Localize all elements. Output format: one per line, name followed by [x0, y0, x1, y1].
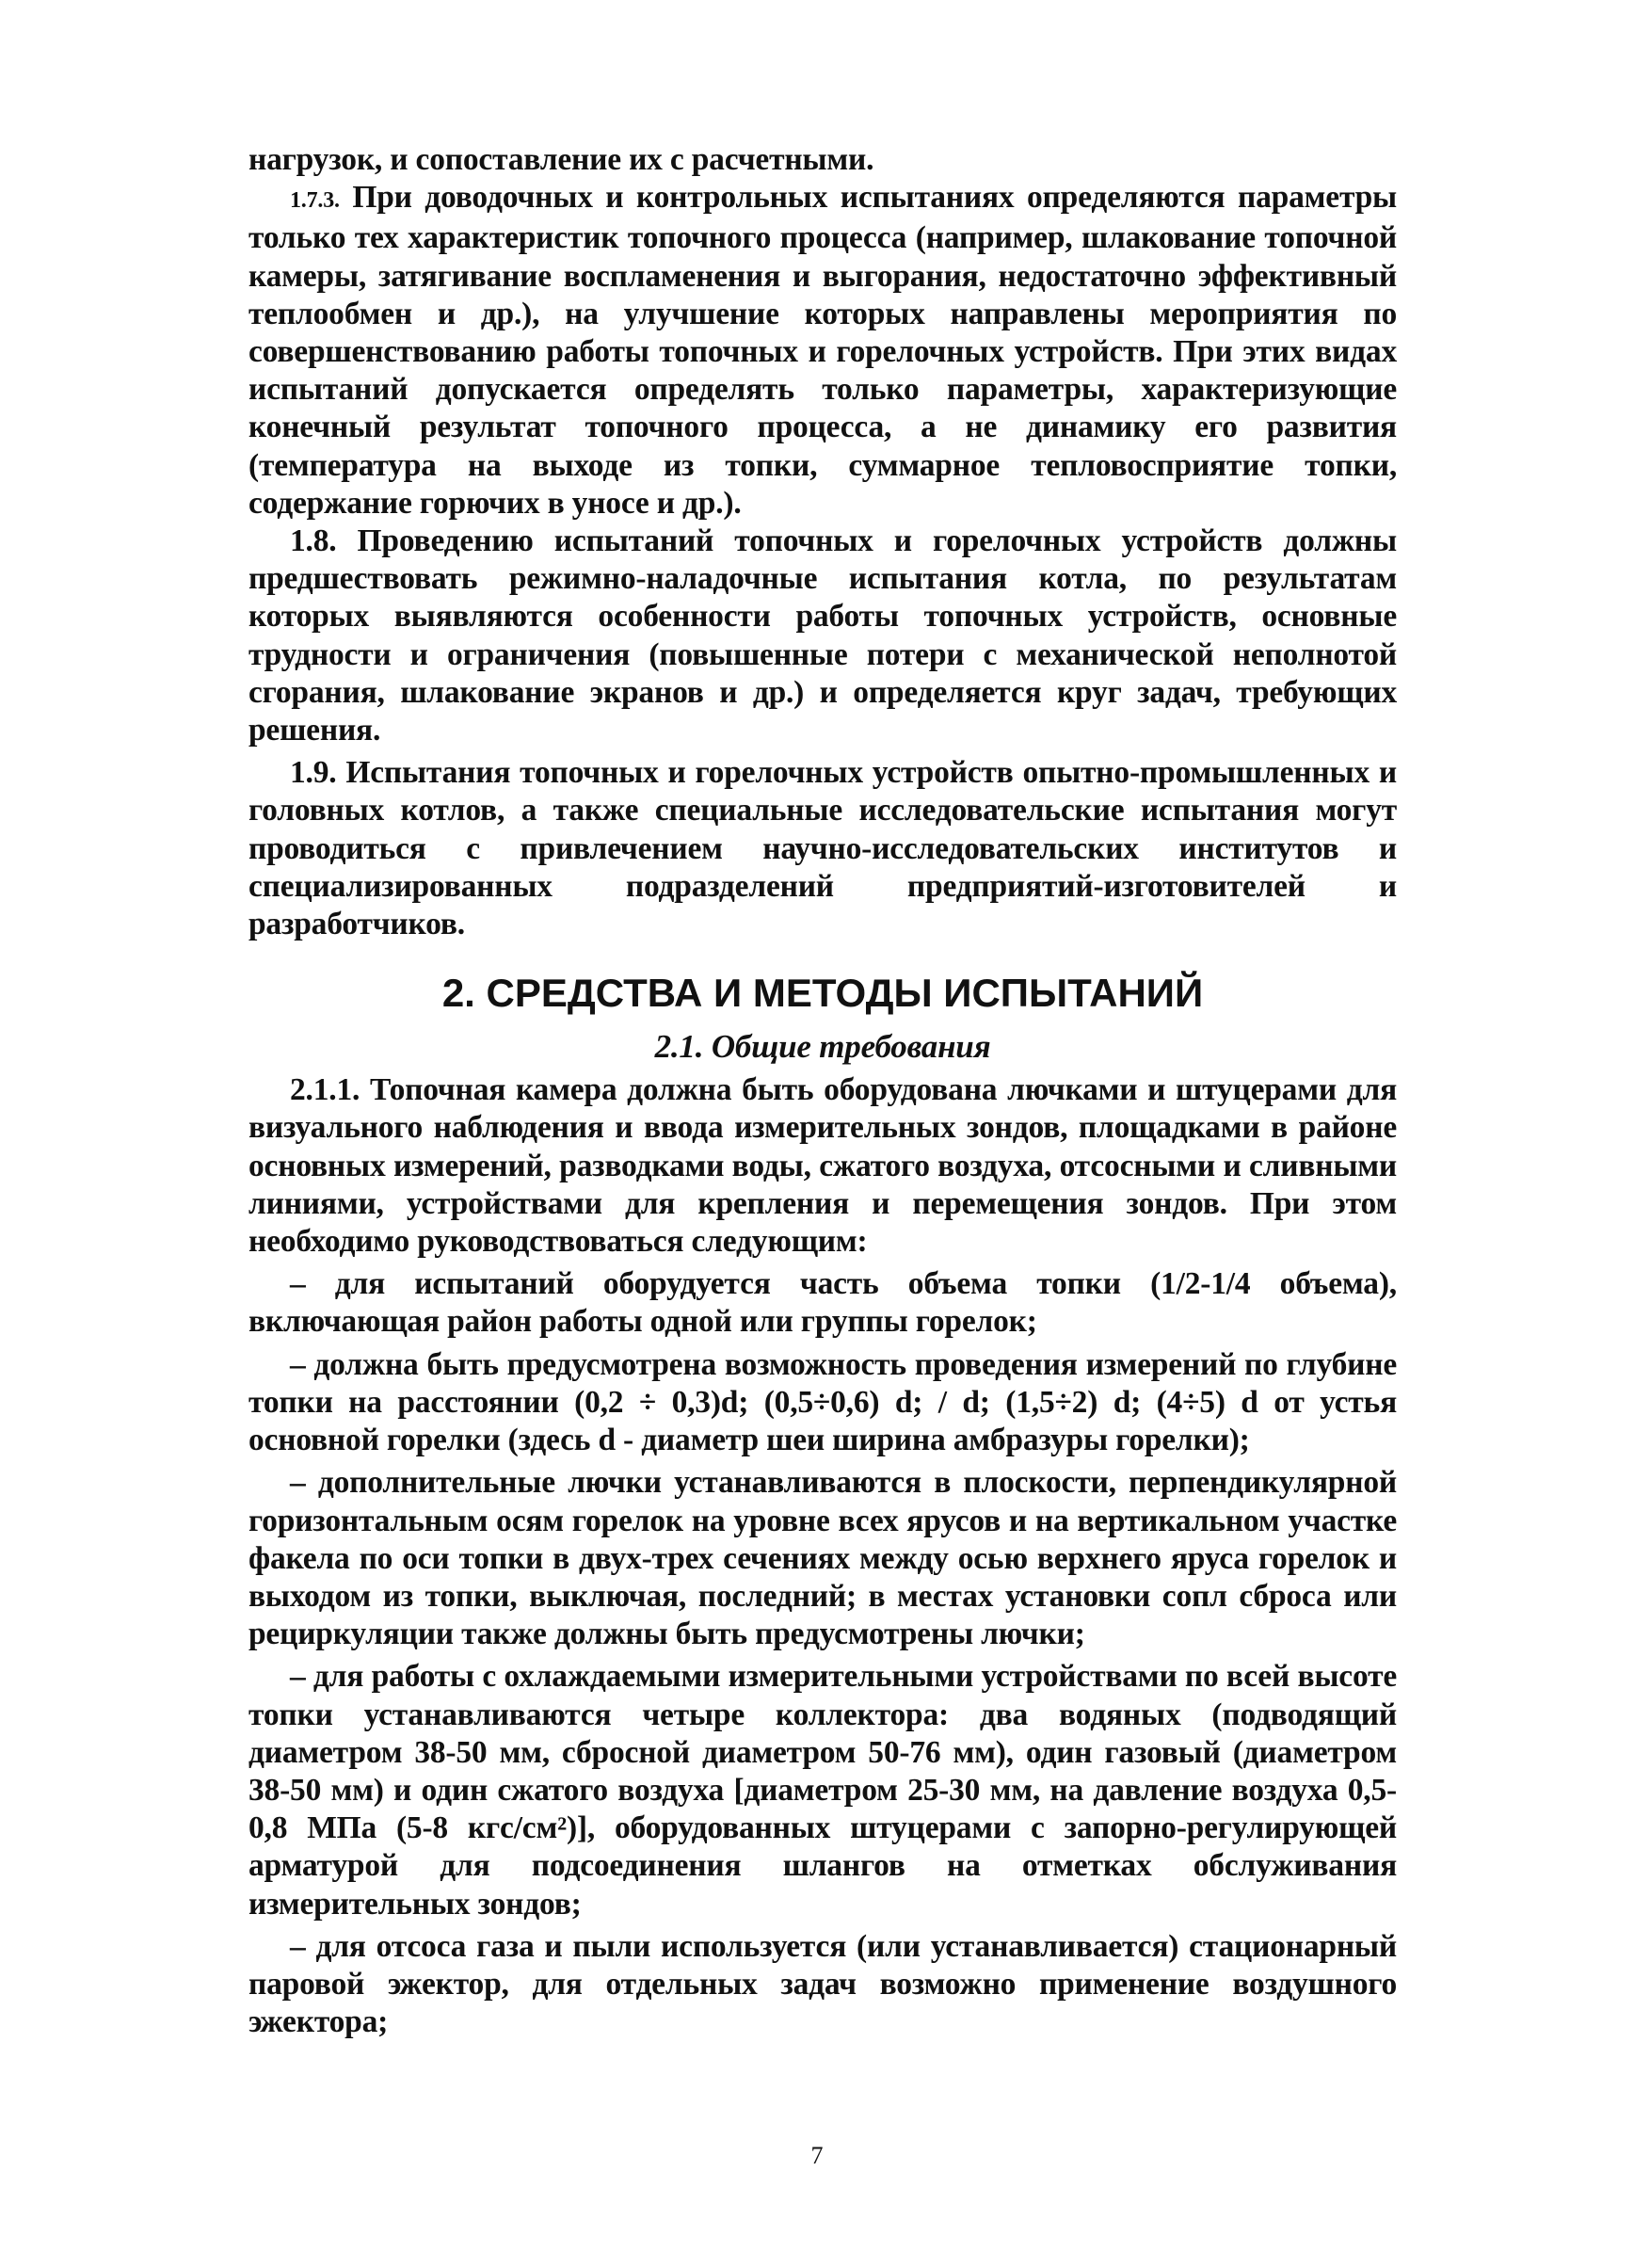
list-item: – для отсоса газа и пыли используется (или устанавливается) стационарный паровой эжектор, для отдельных задач возможно применение воздушного эжектора; — [248, 1928, 1397, 2040]
list-item: – для испытаний оборудуется часть объема топки (1/2-1/4 объема), включающая район работы одной или группы горелок; — [248, 1266, 1397, 1340]
list-item: – должна быть предусмотрена возможность проведения измерений по глубине топки на расстоянии (0,2 ÷ 0,3)d; (0,5÷0,6) d; / d; (1,5÷2) d; (4÷5) d от устья основной горелки (здесь d - диаметр шеи ширина амбразуры горелки); — [248, 1346, 1397, 1458]
paragraph-text: При доводочных и контрольных испытаниях определяются параметры только тех характеристик топочного процесса (например, шлакование топочной камеры, затягивание воспламенения и выгорания, недостаточно эффективный теплообмен и др.), на улучшение которых направлены мероприятия по совершенствованию работы топочных и горелочных устройств. При этих видах испытаний допускается определять только параметры, характеризующие конечный результат топочного процесса, а не динамику его развития (температура на выходе из топки, суммарное тепловосприятие топки, содержание горючих в уносе и др.). — [248, 180, 1397, 521]
paragraph-continuation: нагрузок, и сопоставление их с расчетными. — [248, 142, 874, 177]
section-heading: 2. СРЕДСТВА И МЕТОДЫ ИСПЫТАНИЙ — [441, 971, 1204, 1016]
page-number: 7 — [810, 2142, 824, 2169]
paragraph-number: 1.7.3. — [290, 188, 340, 214]
paragraph-1-7-3 — [248, 179, 1397, 523]
paragraph-1-9: 1.9. Испытания топочных и горелочных устройств опытно-промышленных и головных котлов, а также специальные исследовательские испытания могут проводиться с привлечением научно-исследовательских институтов и специализированных подразделений предприятий-изготовителей и разработчиков. — [248, 755, 1397, 942]
paragraph-1-8: 1.8. Проведению испытаний топочных и горелочных устройств должны предшествовать режимно-наладочные испытания котла, по результатам которых выявляются особенности работы топочных устройств, основные трудности и ограничения (повышенные потери с механической неполнотой сгорания, шлакование экранов и др.) и определяется круг задач, требующих решения. — [248, 523, 1397, 748]
paragraph-2-1-1: 2.1.1. Топочная камера должна быть оборудована лючками и штуцерами для визуального наблюдения и ввода измерительных зондов, площадками в районе основных измерений, разводками воды, сжатого воздуха, отсосными и сливными линиями, устройствами для крепления и перемещения зондов. При этом необходимо руководствоваться следующим: — [248, 1072, 1397, 1260]
subsection-heading: 2.1. Общие требования — [654, 1028, 991, 1066]
document-page — [248, 141, 1397, 2041]
list-item: – дополнительные лючки устанавливаются в плоскости, перпендикулярной горизонтальным осям горелок на уровне всех ярусов и на вертикальном участке факела по оси топки в двух-трех сечениях между осью верхнего яруса горелок и выходом из топки, выключая, последний; в местах установки сопл сброса или рециркуляции также должны быть предусмотрены лючки; — [248, 1465, 1397, 1652]
list-item: – для работы с охлаждаемыми измерительными устройствами по всей высоте топки устанавливаются четыре коллектора: два водяных (подводящий диаметром 38-50 мм, сбросной диаметром 50-76 мм), один газовый (диаметром 38-50 мм) и один сжатого воздуха [диаметром 25-30 мм, на давление воздуха 0,5-0,8 МПа (5-8 кгс/см²)], оборудованных штуцерами с запорно-регулирующей арматурой для подсоединения шлангов на отметках обслуживания измерительных зондов; — [248, 1659, 1397, 1922]
